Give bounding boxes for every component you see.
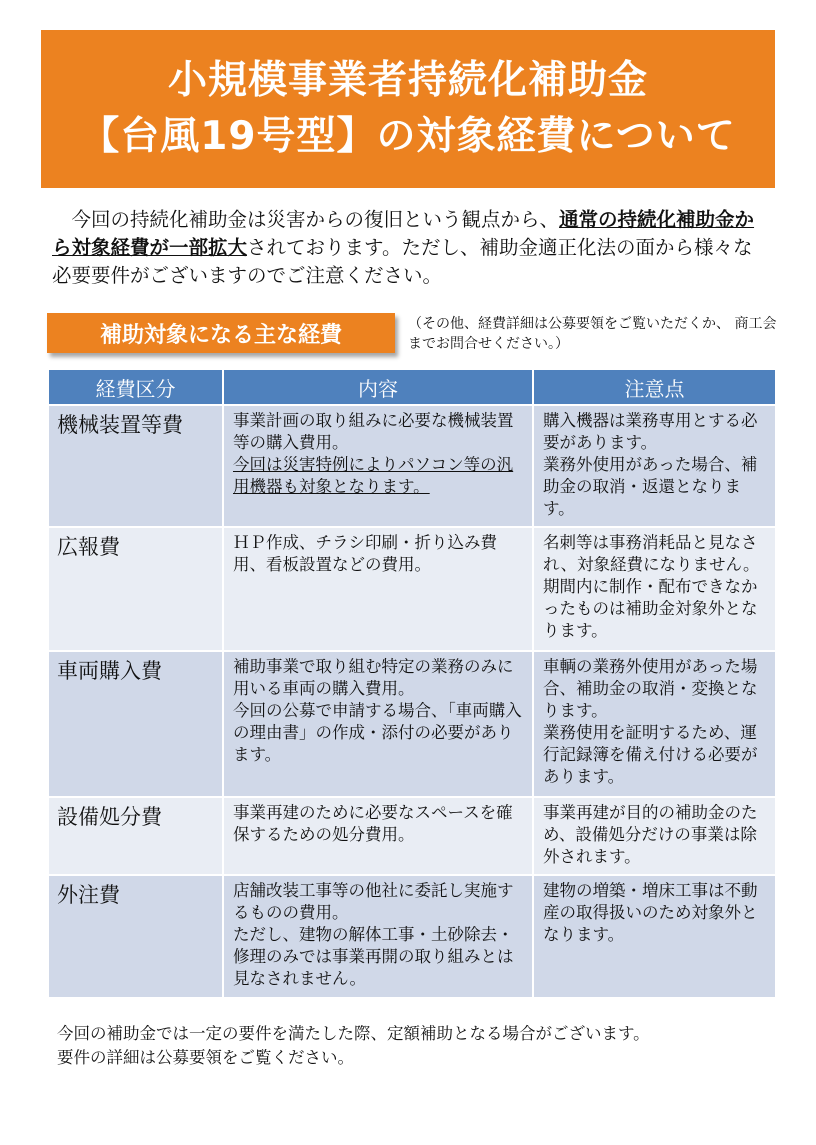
table-row: [48, 651, 776, 797]
row-content: [223, 797, 533, 875]
content-text: 事業再建のために必要なスペースを確保するための処分費用。: [233, 803, 513, 844]
footer-line-1: 今回の補助金では一定の要件を満たした際、定額補助となる場合がございます。: [57, 1024, 650, 1043]
table-row: [48, 797, 776, 875]
row-category: 車両購入費: [48, 651, 223, 797]
intro-emphasis: 通常の持続化補助金から対象経費が一部拡大: [52, 208, 755, 259]
row-category: 機械装置等費: [48, 405, 223, 527]
content-text-2: ただし、建物の解体工事・土砂除去・修理のみでは事業再開の取り組みとは見なされません。: [233, 925, 514, 988]
content-special-note: 今回は災害特例によりパソコン等の汎用機器も対象となります。: [233, 455, 514, 496]
header-category: 経費区分: [48, 369, 223, 405]
caution-text: 名刺等は事務消耗品と見なされ、対象経費になりません。期間内に制作・配布できなかったものは補助金対象外となります。: [543, 533, 760, 640]
content-text: 補助事業で取り組む特定の業務のみに用いる車両の購入費用。: [233, 657, 514, 698]
section-badge: 補助対象になる主な経費: [47, 313, 395, 353]
caution-text-2: 業務外使用があった場合、補助金の取消・返還となります。: [543, 455, 758, 518]
row-content: [223, 875, 533, 998]
content-text: ＨＰ作成、チラシ印刷・折り込み費用、看板設置などの費用。: [233, 533, 497, 574]
row-category: 外注費: [48, 875, 223, 998]
header-content: 内容: [223, 369, 533, 405]
table-row: [48, 527, 776, 651]
title-line-1: 小規模事業者持続化補助金: [167, 58, 648, 103]
row-caution: [533, 405, 776, 527]
row-caution: [533, 651, 776, 797]
content-text-2: 今回の公募で申請する場合、「車両購入の理由書」の作成・添付の必要があります。: [233, 701, 522, 764]
content-text: 店舗改装工事等の他社に委託し実施するものの費用。: [233, 881, 514, 922]
row-caution: [533, 875, 776, 998]
row-content: [223, 651, 533, 797]
footer-line-2: 要件の詳細は公募要領をご覧ください。: [57, 1048, 354, 1067]
caution-text: 車輌の業務外使用があった場合、補助金の取消・変換となります。: [543, 657, 758, 720]
caution-text: 購入機器は業務専用とする必要があります。: [543, 411, 758, 452]
table-row: [48, 405, 776, 527]
row-caution: [533, 797, 776, 875]
caution-text: 建物の増築・増床工事は不動産の取得扱いのため対象外となります。: [543, 881, 758, 944]
title-banner: [41, 30, 775, 188]
caution-text: 事業再建が目的の補助金のため、設備処分だけの事業は除外されます。: [543, 803, 758, 866]
table-row: [48, 875, 776, 998]
title-line-2: 【台風19号型】の対象経費について: [80, 114, 736, 159]
footer-note: [57, 1022, 777, 1070]
section-note: （その他、経費詳細は公募要領をご覧いただくか、 商工会までお問合せください。）: [408, 316, 777, 352]
caution-text-2: 業務使用を証明するため、運行記録簿を備え付ける必要があります。: [543, 723, 758, 786]
cost-table: [47, 368, 777, 999]
row-content: [223, 527, 533, 651]
row-category: 広報費: [48, 527, 223, 651]
intro-text-1: 今回の持続化補助金は災害からの復旧という観点から、: [71, 208, 560, 231]
row-caution: [533, 527, 776, 651]
row-content: [223, 405, 533, 527]
intro-paragraph: [52, 206, 764, 290]
row-category: 設備処分費: [48, 797, 223, 875]
intro-text-2: されております。ただし、補助金適正化法の面から様々な必要要件がございますのでご注意ください。: [52, 236, 753, 287]
table-header-row: [48, 369, 776, 405]
header-caution: 注意点: [533, 369, 776, 405]
content-text: 事業計画の取り組みに必要な機械装置等の購入費用。: [233, 411, 514, 452]
